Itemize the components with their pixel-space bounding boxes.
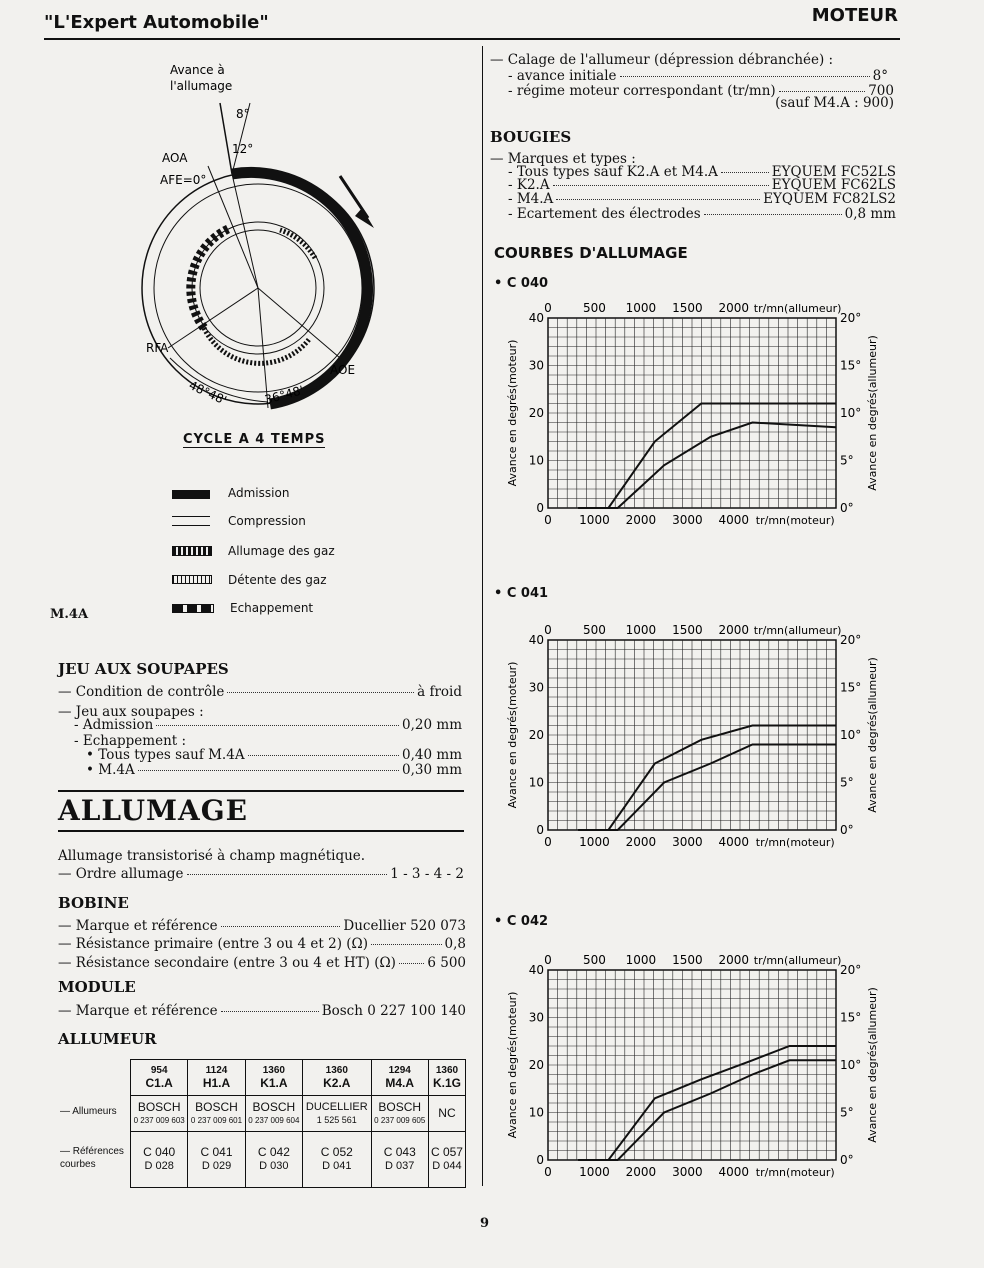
bougies-r3-value: EYQUEM FC82LS2 [763,191,896,207]
brand: BOSCH [195,1099,238,1114]
brand: BOSCH [378,1099,422,1114]
courbe-cell [131,1132,188,1188]
x-tick-label: 0 [544,513,552,527]
label-aoe: AOE [330,363,356,377]
x-top-tick-label: 1500 [672,953,703,967]
allumeur-cell [188,1096,245,1132]
y-axis-label: Avance en degrés(moteur) [506,339,519,487]
calage-note: (sauf M4.A : 900) [775,95,894,111]
chart-title-c040: • C 040 [494,276,549,291]
ref: 0 237 009 601 [190,1115,243,1125]
y-tick-label: 40 [528,311,544,325]
y-tick-label: 0 [536,501,544,515]
jeu-row-condition [58,684,462,700]
calage-title: — Calage de l'allumeur (dépression débranchée) : [490,52,834,68]
allumeur-cell [245,1096,302,1132]
y2-tick-label: 15° [840,358,862,373]
y-tick-label: 30 [528,358,544,373]
y2-tick-label: 5° [840,453,854,468]
allumeur-cell [131,1096,188,1132]
y2-tick-label: 15° [840,1010,862,1025]
brand: NC [438,1105,456,1120]
jeu-r5-label: • Tous types sauf M.4A [86,747,245,763]
x-top-tick-label: 500 [582,953,606,967]
chart-title-c042: • C 042 [494,914,549,929]
ref: 0 237 009 603 [133,1115,185,1125]
label-afe: AFE=0° [160,173,207,187]
x-unit-label: tr/mn(moteur) [755,514,835,527]
courbe-cell [188,1132,245,1188]
allumage-rule-top [58,790,464,792]
ref: 0 237 009 604 [248,1115,300,1125]
y2-tick-label: 0° [840,1153,854,1167]
col-header [371,1060,428,1096]
x-tick-label: 1000 [579,1165,610,1179]
jeu-title: JEU AUX SOUPAPES [58,660,229,678]
bougies-title: BOUGIES [490,128,572,146]
ordre-label: — Ordre allumage [58,866,184,882]
x-tick-label: 2000 [625,835,657,849]
ordre-value: 1 - 3 - 4 - 2 [390,866,464,882]
y-tick-label: 40 [528,633,544,647]
ordre-row [58,866,464,882]
allumeur-cell [428,1096,465,1132]
label-rfa: RFA [146,341,169,355]
calage-r1-value: 8° [872,68,888,84]
x-tick-label: 1000 [579,513,610,527]
bougies-r1-label: - Tous types sauf K2.A et M4.A [508,164,718,180]
y2-tick-label: 20° [840,633,862,647]
col-h2: C1.A [145,1075,173,1090]
jeu-r4-label: - Echappement : [74,733,187,749]
bougies-r4-value: 0,8 mm [844,206,896,222]
chart-grid [548,640,836,830]
legend-swatch-compression [172,516,210,526]
refs-row-label: — Références courbes [60,1146,124,1170]
bobine-r2-label: — Résistance primaire (entre 3 ou 4 et 2) (Ω) [58,936,369,952]
courbe-d: D 041 [322,1160,352,1172]
y2-tick-label: 5° [840,775,854,790]
x-top-tick-label: 1000 [625,953,657,967]
x-tick-label: 4000 [718,835,750,849]
allumeurs-row-label: — Allumeurs [60,1106,117,1117]
calage-r1-label: - avance initiale [508,68,617,84]
courbe-d: D 044 [432,1160,462,1172]
y-tick-label: 20 [528,728,544,742]
jeu-r1-label: — Condition de contrôle [58,684,225,700]
x-tick-label: 4000 [718,1165,750,1179]
jeu-r2-label: — Jeu aux soupapes : [58,704,204,720]
legend-label-admission: Admission [228,486,290,500]
x-top-tick-label: 0 [544,953,552,967]
col-header [428,1060,465,1096]
courbe-cell [428,1132,465,1188]
legend-swatch-detente [172,575,212,584]
y-tick-label: 30 [528,1010,544,1025]
angle-8: 8° [236,107,250,121]
bobine-r2-value: 0,8 [444,936,466,952]
model-note: M.4A [50,607,89,622]
x-tick-label: 0 [544,1165,552,1179]
label-avance-2: l'allumage [170,79,233,93]
bobine-r3-value: 6 500 [427,955,466,971]
x-top-tick-label: 0 [544,623,552,637]
x-top-tick-label: 2000 [718,953,750,967]
angle-36: 36°48' [263,383,306,407]
jeu-row-admission [74,717,462,733]
courbe-d: D 028 [144,1160,174,1172]
bobine-row-2 [58,936,466,952]
jeu-row-tous-types [86,747,462,763]
bougies-r1-value: EYQUEM FC52LS [771,164,896,180]
bougies-intro: — Marques et types : [490,151,636,167]
brand: BOSCH [137,1099,181,1114]
jeu-row-m4a [86,762,462,778]
courbe-c: C 040 [143,1145,176,1159]
timing-cycle-diagram [140,58,380,458]
angle-12: 12° [232,142,254,156]
bobine-r1-label: — Marque et référence [58,918,218,934]
legend-label-echappement: Echappement [230,601,314,615]
allumage-intro: Allumage transistorisé à champ magnétique. [58,848,366,864]
col-h1: 1294 [388,1064,411,1076]
y2-tick-label: 5° [840,1105,854,1120]
chart-c040 [500,294,900,534]
jeu-r6-label: • M.4A [86,762,135,778]
chart-c042 [500,946,900,1186]
allumeur-cell [303,1096,372,1132]
col-h2: M4.A [385,1075,415,1090]
legend-swatch-allumage [172,546,212,556]
courbe-d: D 037 [385,1160,415,1172]
y-tick-label: 30 [528,680,544,695]
header-rule [44,38,900,40]
x-tick-label: 0 [544,835,552,849]
brand: BOSCH [252,1099,296,1114]
col-header [188,1060,245,1096]
col-header [303,1060,372,1096]
label-aoa: AOA [162,151,188,165]
legend-label-compression: Compression [228,514,306,528]
y2-tick-label: 10° [840,728,862,742]
ref: 1 525 561 [316,1114,357,1125]
legend-label-allumage: Allumage des gaz [228,544,335,558]
x-tick-label: 1000 [579,835,610,849]
bougies-r2-value: EYQUEM FC62LS [771,177,896,193]
y-tick-label: 40 [528,963,544,977]
chart-title-c041: • C 041 [494,586,549,601]
x-tick-label: 4000 [718,513,750,527]
bobine-row-1 [58,918,466,934]
bougies-r3-label: - M4.A [508,191,554,207]
bougies-row-4 [508,206,896,222]
jeu-r5-value: 0,40 mm [402,747,462,763]
courbe-d: D 029 [201,1160,232,1172]
y-axis-label: Avance en degrés(moteur) [506,661,519,809]
calage-row-1 [508,68,888,84]
x-top-tick-label: 1000 [625,301,657,315]
bobine-row-3 [58,955,466,971]
publication-title: "L'Expert Automobile" [44,12,269,33]
courbe-c: C 052 [320,1145,353,1159]
bougies-r4-label: - Ecartement des électrodes [508,206,701,222]
x-tick-label: 2000 [625,1165,657,1179]
x-tick-label: 3000 [672,835,703,849]
y2-axis-label: Avance en degrés(allumeur) [866,335,879,491]
x-top-tick-label: 500 [582,623,606,637]
x-unit-label: tr/mn(moteur) [755,836,835,849]
y2-axis-label: Avance en degrés(allumeur) [866,987,879,1143]
courbe-cell [303,1132,372,1188]
y-tick-label: 10 [528,1105,544,1120]
x-top-tick-label: 1500 [672,623,703,637]
calage-r2-value: 700 [868,83,894,99]
col-h2: K.1G [432,1075,461,1090]
ref: 0 237 009 605 [374,1115,426,1125]
col-h2: K1.A [260,1075,288,1090]
allumeur-table [130,1059,466,1188]
y-tick-label: 20 [528,406,544,420]
x-top-tick-label: 2000 [718,623,750,637]
y2-tick-label: 10° [840,1058,862,1072]
diagram-title: CYCLE A 4 TEMPS [183,432,326,447]
jeu-r1-value: à froid [417,684,462,700]
page-number: 9 [480,1216,490,1231]
brand: DUCELLIER [305,1100,368,1113]
bobine-r3-label: — Résistance secondaire (entre 3 ou 4 et HT) (Ω) [58,955,396,971]
x-tick-label: 2000 [625,513,657,527]
calage-r2-label: - régime moteur correspondant (tr/mn) [508,83,776,99]
col-h2: K2.A [323,1075,351,1090]
allumage-rule-bottom [58,830,464,832]
legend-swatch-admission [172,490,210,499]
x-top-tick-label: 2000 [718,301,750,315]
bougies-r2-label: - K2.A [508,177,550,193]
allumeur-title: ALLUMEUR [58,1030,157,1048]
courbe-c: C 041 [200,1145,233,1159]
x-top-tick-label: 1000 [625,623,657,637]
courbe-cell [371,1132,428,1188]
chart-grid [548,970,836,1160]
legend-swatch-echappement [172,604,214,613]
y2-tick-label: 0° [840,823,854,837]
x-top-unit-label: tr/mn(allumeur) [753,624,842,637]
section-title: MOTEUR [811,5,898,26]
courbe-c: C 057 [430,1145,463,1159]
module-title: MODULE [58,978,136,996]
bougies-row-3 [508,191,896,207]
y2-tick-label: 20° [840,963,862,977]
y-tick-label: 0 [536,823,544,837]
y2-tick-label: 15° [840,680,862,695]
courbe-c: C 043 [383,1145,416,1159]
courbe-c: C 042 [257,1145,290,1159]
x-top-tick-label: 0 [544,301,552,315]
allumage-title: ALLUMAGE [58,794,248,827]
jeu-r3-label: - Admission [74,717,154,733]
x-top-unit-label: tr/mn(allumeur) [753,302,842,315]
col-h1: 1360 [435,1064,459,1076]
y2-axis-label: Avance en degrés(allumeur) [866,657,879,813]
y2-tick-label: 20° [840,311,862,325]
x-unit-label: tr/mn(moteur) [755,1166,835,1179]
col-header [245,1060,302,1096]
x-top-unit-label: tr/mn(allumeur) [753,954,842,967]
col-h1: 1360 [262,1064,285,1076]
col-h1: 1360 [325,1064,348,1076]
allumeur-cell [371,1096,428,1132]
y2-tick-label: 10° [840,406,862,420]
x-top-tick-label: 500 [582,301,606,315]
col-h1: 1124 [205,1064,228,1076]
courbe-cell [245,1132,302,1188]
x-tick-label: 3000 [672,513,703,527]
col-h1: 954 [150,1064,168,1076]
x-tick-label: 3000 [672,1165,703,1179]
jeu-r6-value: 0,30 mm [402,762,462,778]
y2-tick-label: 0° [840,501,854,515]
column-divider [482,46,483,1186]
chart-grid [548,318,836,508]
legend-label-detente: Détente des gaz [228,573,327,587]
y-axis-label: Avance en degrés(moteur) [506,991,519,1139]
module-row [58,1003,466,1019]
jeu-r3-value: 0,20 mm [402,717,462,733]
bobine-title: BOBINE [58,894,129,912]
angle-48: 48°48' [186,378,229,408]
y-tick-label: 10 [528,775,544,790]
y-tick-label: 0 [536,1153,544,1167]
chart-c041 [500,616,900,856]
y-tick-label: 20 [528,1058,544,1072]
courbe-d: D 030 [259,1160,289,1172]
col-header [131,1060,188,1096]
module-value: Bosch 0 227 100 140 [321,1003,466,1019]
label-avance: Avance à [170,63,225,77]
bobine-r1-value: Ducellier 520 073 [343,918,466,934]
x-top-tick-label: 1500 [672,301,703,315]
y-tick-label: 10 [528,453,544,468]
module-label: — Marque et référence [58,1003,218,1019]
courbes-title: COURBES D'ALLUMAGE [494,244,688,262]
col-h2: H1.A [202,1075,231,1090]
